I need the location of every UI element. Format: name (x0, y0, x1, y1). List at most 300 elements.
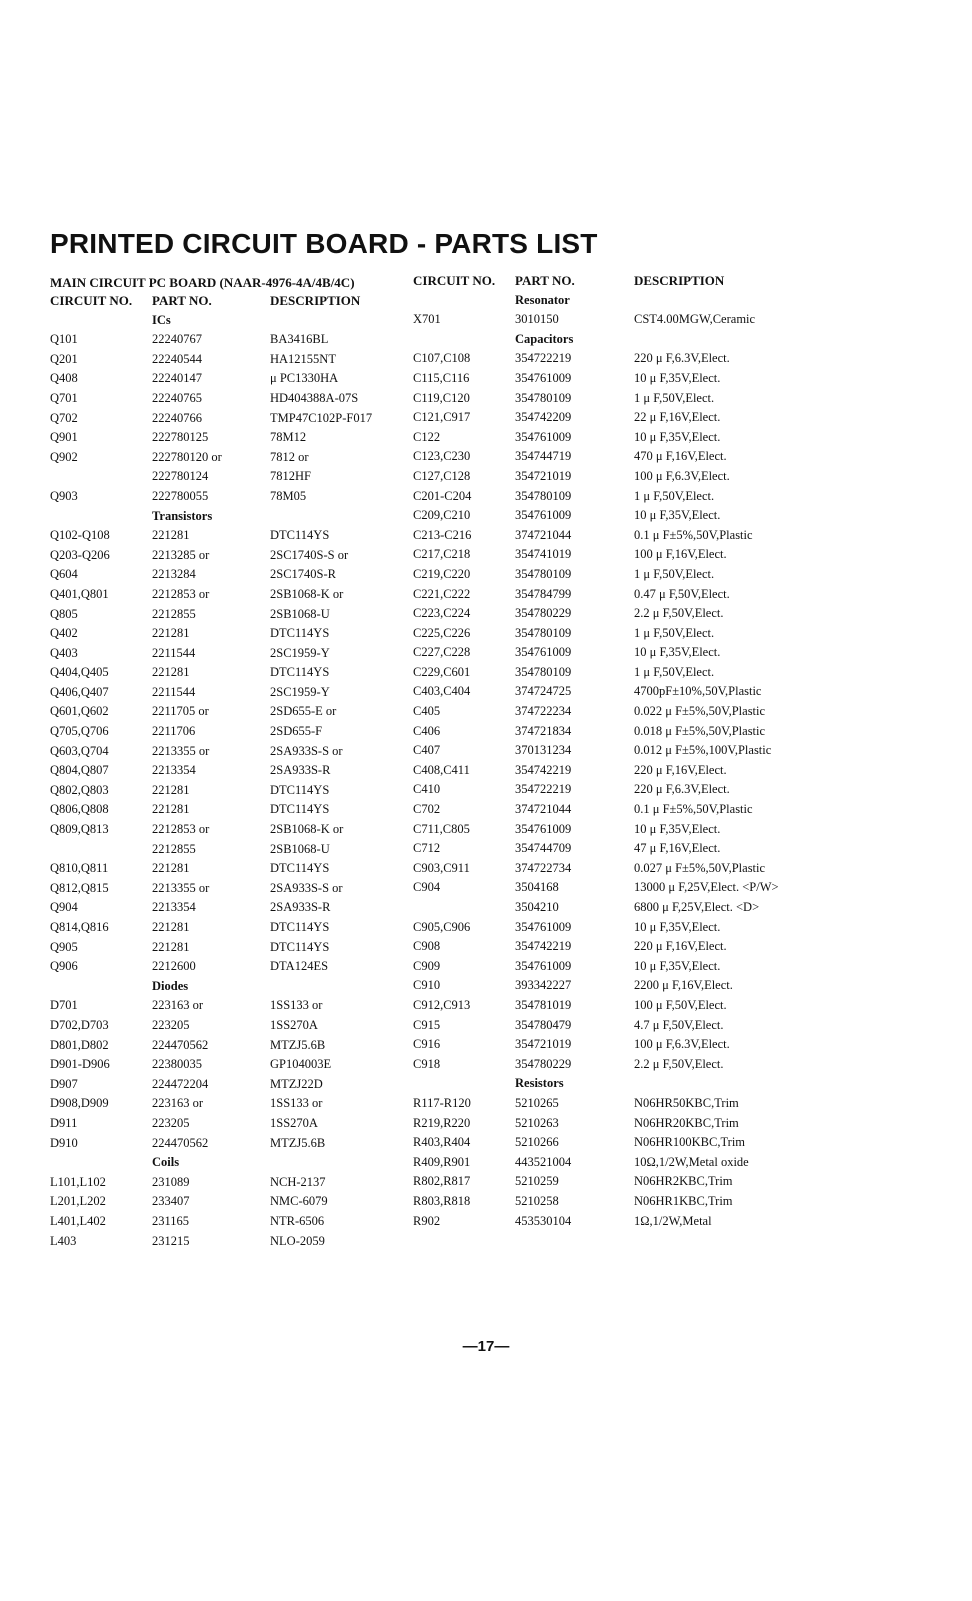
table-row (50, 1017, 390, 1037)
part-no-cell: 2211705 or (152, 704, 209, 719)
description-cell: 2SB1068-U (270, 606, 330, 621)
description-cell: HA12155NT (270, 351, 336, 366)
circuit-no-cell: Q401,Q801 (50, 586, 109, 601)
table-row (413, 781, 933, 801)
table-row (413, 723, 933, 743)
part-no-cell: 354780109 (515, 566, 572, 581)
circuit-no-cell: Q203-Q206 (50, 547, 110, 562)
circuit-no-cell: C121,C917 (413, 410, 471, 425)
table-row (413, 370, 933, 390)
table-row (50, 527, 390, 547)
description-cell: DTC114YS (270, 920, 330, 934)
table-row (413, 586, 933, 606)
description-cell: 1 μ F,50V,Elect. (634, 566, 715, 581)
circuit-no-cell: C201-C204 (413, 488, 472, 503)
description-cell: NTR-6506 (270, 1213, 325, 1228)
part-no-cell: 354761009 (515, 645, 572, 660)
circuit-no-cell: R802,R817 (413, 1174, 471, 1189)
table-row (50, 1076, 390, 1096)
circuit-no-cell: D910 (50, 1135, 78, 1150)
table-row (50, 566, 390, 586)
description-cell: 2.2 μ F,50V,Elect. (634, 1056, 724, 1071)
table-row (413, 664, 933, 684)
table-row (413, 919, 933, 939)
table-row (413, 801, 933, 821)
part-no-cell: 354761009 (515, 958, 572, 973)
circuit-no-cell: D907 (50, 1076, 78, 1091)
circuit-no-cell: Q812,Q815 (50, 880, 109, 895)
description-cell: 78M12 (270, 430, 307, 445)
description-cell: N06HR100KBC,Trim (634, 1135, 746, 1150)
description-cell: 220 μ F,16V,Elect. (634, 939, 727, 954)
circuit-no-cell: C405 (413, 704, 441, 719)
table-row (50, 370, 390, 390)
part-no-cell: 3504210 (515, 900, 559, 914)
part-no-cell: 2212853 or (152, 586, 210, 601)
table-row (413, 468, 933, 488)
circuit-no-cell: C918 (413, 1056, 441, 1071)
part-no-cell: ICs (152, 312, 171, 327)
description-cell: NMC-6079 (270, 1194, 328, 1209)
circuit-no-cell: C225,C226 (413, 625, 471, 640)
description-cell: 2SC1740S-R (270, 567, 336, 582)
table-row (413, 958, 933, 978)
circuit-no-cell: R409,R901 (413, 1154, 471, 1169)
page-title: PRINTED CIRCUIT BOARD - PARTS LIST (50, 228, 598, 259)
part-no-cell: 354744719 (515, 449, 572, 464)
part-no-cell: 354721019 (515, 468, 572, 483)
part-no-cell: 453530104 (515, 1213, 572, 1228)
table-row (50, 1193, 390, 1213)
part-no-cell: 354761009 (515, 370, 572, 385)
table-row (413, 507, 933, 527)
description-cell: 10 μ F,35V,Elect. (634, 370, 721, 385)
description-cell: 220 μ F,6.3V,Elect. (634, 351, 730, 366)
description-cell: 10 μ F,35V,Elect. (634, 919, 721, 934)
category-row (50, 508, 390, 528)
table-row (50, 1056, 390, 1076)
left-parts-table (50, 292, 390, 1252)
description-cell: DTC114YS (270, 939, 330, 954)
part-no-cell: Coils (152, 1155, 180, 1170)
part-no-cell: 354780109 (515, 625, 572, 640)
circuit-no-cell: C915 (413, 1017, 441, 1032)
circuit-no-cell: D701 (50, 998, 78, 1013)
part-no-cell: 374724725 (515, 684, 572, 699)
table-row (50, 860, 390, 880)
circuit-no-cell: C221,C222 (413, 586, 471, 601)
table-row (50, 1037, 390, 1057)
circuit-no-cell: D801,D802 (50, 1037, 109, 1052)
description-cell: 1 μ F,50V,Elect. (634, 488, 715, 503)
part-no-cell: 374721044 (515, 802, 572, 817)
description-cell: N06HR1KBC,Trim (634, 1193, 733, 1208)
circuit-no-cell: C903,C911 (413, 860, 470, 875)
table-row (50, 449, 390, 469)
table-row (50, 1233, 390, 1253)
part-no-cell: 5210259 (515, 1174, 559, 1189)
description-cell: DTC114YS (270, 861, 330, 876)
description-cell: 2SB1068-K or (270, 822, 344, 837)
description-cell: 0.47 μ F,50V,Elect. (634, 586, 730, 601)
table-row (50, 390, 390, 410)
part-no-cell: 2213354 (152, 900, 196, 915)
circuit-no-cell: C229,C601 (413, 664, 471, 679)
circuit-no-cell: L403 (50, 1233, 77, 1248)
table-row (413, 566, 933, 586)
circuit-no-cell: C123,C230 (413, 449, 471, 464)
part-no-cell: 354742219 (515, 762, 572, 777)
circuit-no-cell: D702,D703 (50, 1017, 109, 1032)
table-row (413, 1017, 933, 1037)
part-no-cell: 22240766 (152, 410, 202, 425)
description-cell: MTZJ22D (270, 1076, 323, 1091)
table-row (50, 801, 390, 821)
circuit-no-cell: L201,L202 (50, 1194, 106, 1209)
table-row (413, 821, 933, 841)
part-no-cell: 221281 (152, 861, 190, 876)
description-cell: 0.018 μ F±5%,50V,Plastic (634, 723, 766, 738)
part-no-cell: Capacitors (515, 331, 574, 346)
part-no-cell: Resistors (515, 1076, 564, 1091)
part-no-cell: 22240544 (152, 351, 202, 366)
circuit-no-cell: Q101 (50, 332, 78, 347)
circuit-no-cell: Q806,Q808 (50, 802, 109, 817)
circuit-no-cell: C227,C228 (413, 645, 471, 660)
right-parts-table (413, 272, 933, 1232)
part-no-cell: 224472204 (152, 1076, 209, 1091)
part-no-cell: 354744709 (515, 841, 572, 856)
description-cell: 78M05 (270, 488, 307, 503)
circuit-no-cell: Q601,Q602 (50, 704, 109, 719)
description-cell: 7812HF (270, 469, 311, 484)
part-no-cell: 223163 or (152, 1096, 204, 1111)
circuit-no-cell: Q904 (50, 900, 78, 915)
part-no-cell: 2212853 or (152, 822, 210, 837)
table-row (50, 919, 390, 939)
part-no-cell: 231165 (152, 1213, 190, 1228)
part-no-cell: Transistors (152, 508, 213, 523)
description-cell: 2SC1959-Y (270, 684, 330, 699)
part-no-cell: 374722734 (515, 860, 572, 875)
part-no-cell: 2211544 (152, 684, 196, 699)
part-no-cell: 2212855 (152, 606, 196, 621)
circuit-no-cell: Q906 (50, 959, 78, 974)
part-no-cell: 5210263 (515, 1115, 559, 1130)
circuit-no-cell: C107,C108 (413, 351, 471, 366)
description-cell: 0.1 μ F±5%,50V,Plastic (634, 802, 753, 817)
table-row (50, 821, 390, 841)
circuit-no-cell: Q408 (50, 371, 78, 386)
circuit-no-cell: Q705,Q706 (50, 724, 109, 739)
circuit-no-cell: L401,L402 (50, 1213, 106, 1228)
part-no-cell: Diodes (152, 978, 189, 993)
circuit-no-cell: C410 (413, 782, 441, 797)
description-cell: MTZJ5.6B (270, 1135, 326, 1150)
part-no-cell: 221281 (152, 665, 190, 680)
table-row (50, 997, 390, 1017)
circuit-no-cell: C916 (413, 1037, 441, 1052)
part-no-cell: 370131234 (515, 743, 572, 758)
part-no-cell: 221281 (152, 782, 190, 797)
circuit-no-cell: C223,C224 (413, 606, 471, 621)
table-row (50, 488, 390, 508)
description-cell: 0.012 μ F±5%,100V,Plastic (634, 743, 772, 758)
description-cell: DTC114YS (270, 626, 330, 641)
description-cell: 10 μ F,35V,Elect. (634, 645, 721, 660)
description-cell: 1 μ F,50V,Elect. (634, 664, 715, 679)
part-no-cell: 374722234 (515, 704, 572, 719)
table-row (413, 488, 933, 508)
table-row (50, 939, 390, 959)
circuit-no-cell: Q402 (50, 626, 78, 641)
table-row (413, 1154, 933, 1174)
part-no-cell: 222780055 (152, 488, 209, 503)
circuit-no-cell: C408,C411 (413, 762, 470, 777)
part-no-cell: 354780229 (515, 1056, 572, 1071)
circuit-no-cell: C910 (413, 978, 441, 993)
part-no-cell: Resonator (515, 292, 570, 307)
part-no-cell: 3504168 (515, 880, 559, 895)
table-row (413, 546, 933, 566)
circuit-no-cell: C209,C210 (413, 508, 471, 523)
circuit-no-cell: C912,C913 (413, 997, 471, 1012)
description-cell: 2SD655-E or (270, 704, 337, 719)
circuit-no-cell: Q604 (50, 567, 78, 582)
part-no-cell: 2213354 (152, 763, 196, 778)
circuit-no-cell: Q102-Q108 (50, 528, 110, 543)
part-no-cell: 393342227 (515, 978, 572, 993)
description-cell: 13000 μ F,25V,Elect. <P/W> (634, 880, 779, 895)
circuit-no-cell: Q903 (50, 488, 78, 503)
part-no-cell: 22240765 (152, 390, 202, 405)
table-row (413, 879, 933, 899)
table-row (50, 645, 390, 665)
description-cell: 2SA933S-R (270, 900, 331, 915)
part-no-cell: 374721044 (515, 527, 572, 542)
description-cell: 7812 or (270, 449, 309, 464)
category-row (50, 1154, 390, 1174)
circuit-no-cell: C711,C805 (413, 821, 470, 836)
table-row (50, 1095, 390, 1115)
part-no-cell: 354780229 (515, 606, 572, 621)
circuit-no-cell: L101,L102 (50, 1174, 106, 1189)
description-cell: 10 μ F,35V,Elect. (634, 958, 721, 973)
part-no-cell: 354742209 (515, 410, 572, 425)
part-no-cell: 354761009 (515, 919, 572, 934)
description-cell: 0.027 μ F±5%,50V,Plastic (634, 860, 766, 875)
table-row (50, 899, 390, 919)
table-row (413, 1173, 933, 1193)
category-row (413, 331, 933, 351)
description-cell: 100 μ F,16V,Elect. (634, 547, 727, 562)
description-cell: 10 μ F,35V,Elect. (634, 429, 721, 444)
table-row (413, 605, 933, 625)
part-no-cell: 354741019 (515, 547, 572, 562)
part-no-cell: 354780109 (515, 390, 572, 405)
description-cell: 1SS133 or (270, 1096, 323, 1111)
description-cell: MTZJ5.6B (270, 1037, 326, 1052)
part-no-cell: 354722219 (515, 782, 572, 797)
part-no-cell: 231215 (152, 1233, 190, 1248)
part-no-cell: 233407 (152, 1194, 190, 1209)
description-cell: 220 μ F,6.3V,Elect. (634, 782, 730, 797)
table-row (413, 997, 933, 1017)
part-no-cell: 2213355 or (152, 880, 210, 895)
table-row (50, 331, 390, 351)
circuit-no-cell: C909 (413, 958, 441, 973)
description-cell: 4700pF±10%,50V,Plastic (634, 684, 762, 699)
circuit-no-cell: C908 (413, 939, 441, 954)
table-row (413, 350, 933, 370)
circuit-no-cell: Q814,Q816 (50, 920, 109, 934)
description-cell: 1 μ F,50V,Elect. (634, 625, 715, 640)
description-cell: 47 μ F,16V,Elect. (634, 841, 721, 856)
part-no-cell: 224470562 (152, 1037, 209, 1052)
table-row (50, 1115, 390, 1135)
category-row (50, 978, 390, 998)
description-cell: 2SD655-F (270, 724, 323, 739)
circuit-no-cell: C127,C128 (413, 468, 471, 483)
description-cell: BA3416BL (270, 332, 329, 347)
table-row (413, 1095, 933, 1115)
circuit-no-cell: R219,R220 (413, 1115, 471, 1130)
part-no-cell: 22380035 (152, 1057, 202, 1072)
table-row (413, 899, 933, 919)
description-cell: 4.7 μ F,50V,Elect. (634, 1017, 724, 1032)
description-cell: N06HR20KBC,Trim (634, 1115, 739, 1130)
part-no-cell: 2213285 or (152, 547, 210, 562)
description-cell: HD404388A-07S (270, 390, 359, 405)
header-description: DESCRIPTION (634, 273, 725, 288)
circuit-no-cell: C219,C220 (413, 566, 471, 581)
table-row (50, 429, 390, 449)
part-no-cell: 2211544 (152, 645, 196, 660)
description-cell: N06HR2KBC,Trim (634, 1174, 733, 1189)
description-cell: 470 μ F,16V,Elect. (634, 449, 727, 464)
description-cell: DTC114YS (270, 665, 330, 680)
part-no-cell: 354742219 (515, 939, 572, 954)
table-row (50, 586, 390, 606)
left-table-header (50, 292, 390, 312)
header-circuit-no: CIRCUIT NO. (413, 273, 496, 288)
part-no-cell: 354781019 (515, 997, 572, 1012)
circuit-no-cell: C403,C404 (413, 684, 471, 699)
part-no-cell: 221281 (152, 802, 190, 817)
description-cell: N06HR50KBC,Trim (634, 1095, 739, 1110)
circuit-no-cell: R403,R404 (413, 1135, 471, 1150)
table-row (413, 409, 933, 429)
circuit-no-cell: Q804,Q807 (50, 763, 109, 778)
part-no-cell: 222780125 (152, 430, 209, 445)
description-cell: μ PC1330HA (270, 371, 339, 386)
table-row (413, 1056, 933, 1076)
table-row (50, 762, 390, 782)
circuit-no-cell: Q406,Q407 (50, 684, 109, 699)
table-row (50, 351, 390, 371)
circuit-no-cell: Q403 (50, 645, 78, 660)
table-row (50, 468, 390, 488)
circuit-no-cell: C213-C216 (413, 527, 472, 542)
header-description: DESCRIPTION (270, 293, 361, 308)
description-cell: 2SA933S-R (270, 763, 331, 778)
part-no-cell: 354784799 (515, 586, 572, 601)
table-row (50, 743, 390, 763)
circuit-no-cell: C115,C116 (413, 370, 470, 385)
category-row (413, 292, 933, 312)
right-table-header (413, 272, 933, 292)
table-row (413, 683, 933, 703)
part-no-cell: 223205 (152, 1115, 190, 1130)
description-cell: 1SS270A (270, 1017, 318, 1032)
description-cell: 220 μ F,16V,Elect. (634, 762, 727, 777)
table-row (413, 860, 933, 880)
part-no-cell: 5210265 (515, 1095, 559, 1110)
part-no-cell: 2212600 (152, 959, 196, 974)
table-row (413, 762, 933, 782)
description-cell: 1SS133 or (270, 998, 323, 1013)
table-row (413, 390, 933, 410)
circuit-no-cell: R117-R120 (413, 1095, 471, 1110)
description-cell: 2SC1959-Y (270, 645, 330, 660)
page-number: —17— (462, 1338, 510, 1355)
part-no-cell: 3010150 (515, 312, 559, 327)
table-row (413, 938, 933, 958)
part-no-cell: 2212855 (152, 841, 196, 856)
description-cell: 10Ω,1/2W,Metal oxide (634, 1154, 749, 1169)
part-no-cell: 223205 (152, 1017, 190, 1032)
part-no-cell: 354761009 (515, 821, 572, 836)
part-no-cell: 221281 (152, 626, 190, 641)
part-no-cell: 221281 (152, 939, 190, 954)
table-row (413, 1213, 933, 1233)
part-no-cell: 354761009 (515, 429, 572, 444)
circuit-no-cell: R902 (413, 1213, 441, 1228)
header-part-no: PART NO. (515, 273, 575, 288)
circuit-no-cell: D911 (50, 1115, 78, 1130)
circuit-no-cell: C119,C120 (413, 390, 470, 405)
description-cell: 2SB1068-K or (270, 586, 344, 601)
table-row (50, 664, 390, 684)
table-row (50, 1174, 390, 1194)
part-no-cell: 354780109 (515, 664, 572, 679)
circuit-no-cell: Q404,Q405 (50, 665, 109, 680)
part-no-cell: 5210266 (515, 1135, 559, 1150)
description-cell: 22 μ F,16V,Elect. (634, 410, 721, 425)
part-no-cell: 22240767 (152, 332, 202, 347)
circuit-no-cell: C217,C218 (413, 547, 471, 562)
description-cell: DTC114YS (270, 528, 330, 543)
table-row (50, 606, 390, 626)
circuit-no-cell: C122 (413, 429, 441, 444)
table-row (413, 840, 933, 860)
table-row (413, 644, 933, 664)
circuit-no-cell: C702 (413, 802, 441, 817)
table-row (50, 1135, 390, 1155)
part-no-cell: 2213284 (152, 567, 196, 582)
part-no-cell: 443521004 (515, 1154, 572, 1169)
table-row (413, 1036, 933, 1056)
circuit-no-cell: Q805 (50, 606, 78, 621)
table-row (50, 410, 390, 430)
part-no-cell: 354780479 (515, 1017, 572, 1032)
table-row (50, 1213, 390, 1233)
part-no-cell: 2211706 (152, 724, 196, 739)
circuit-no-cell: C406 (413, 723, 441, 738)
table-row (50, 547, 390, 567)
description-cell: NCH-2137 (270, 1174, 326, 1189)
part-no-cell: 354780109 (515, 488, 572, 503)
